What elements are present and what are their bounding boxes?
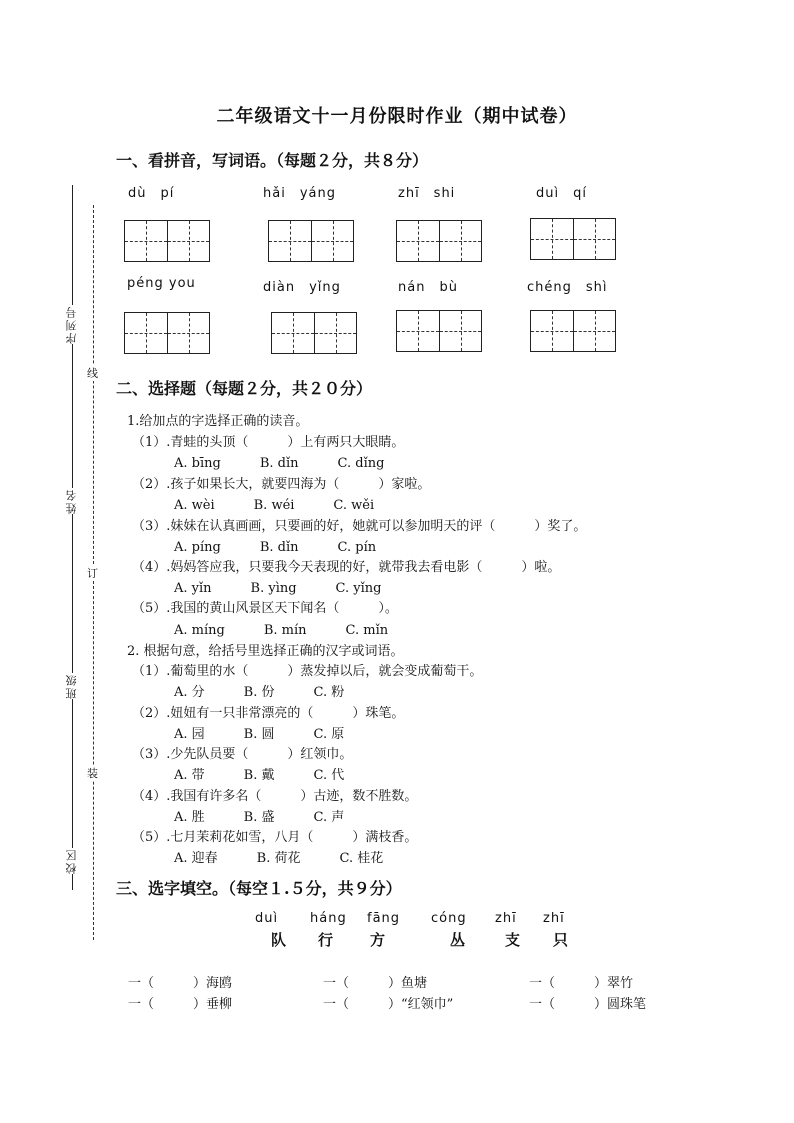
writing-box[interactable] [268,220,354,262]
options: A. bīng B. dǐn C. dǐng [174,456,385,471]
fill-blank: 一（ ）“红领巾” [323,997,454,1012]
field-serial: 序列号 [65,305,78,344]
pinyin-haiyang: hǎi yáng [263,186,336,201]
pinyin-nanbu: nán bù [398,280,458,295]
section2-heading: 二、选择题（每题２分，共２０分） [116,379,373,398]
field-name: 姓名 [65,488,78,514]
options: A. 胜 B. 盛 C. 声 [174,810,345,825]
writing-box[interactable] [271,312,357,354]
binding-mark-line: 线 [87,367,98,380]
options: A. míng B. mín C. mǐn [174,623,389,638]
question: （2）.妞妞有一只非常漂亮的（ ）珠笔。 [132,706,405,721]
char-hang: 行 [318,931,334,949]
fill-blank: 一（ ）圆珠笔 [529,997,647,1012]
pinyin-dianying: diàn yǐng [263,280,341,295]
question: （3）.妹妹在认真画画，只要画的好，她就可以参加明天的评（ ）奖了。 [132,519,587,534]
pinyin-zhi2: zhī [543,911,565,926]
pinyin-dupi: dù pí [128,186,175,201]
char-dui: 队 [271,931,287,949]
char-fang: 方 [370,931,386,949]
writing-box[interactable] [124,312,210,354]
page-title: 二年级语文十一月份限时作业（期中试卷） [216,106,578,127]
options: A. 园 B. 圆 C. 原 [174,727,345,742]
q2-stem: 2. 根据句意，给括号里选择正确的汉字或词语。 [127,644,404,659]
options: A. yǐn B. yìng C. yǐng [174,581,382,596]
question: （2）.孩子如果长大，就要四海为（ ）家啦。 [132,477,431,492]
fill-blank: 一（ ）翠竹 [529,976,634,991]
options: A. 带 B. 戴 C. 代 [174,768,345,783]
options: A. 迎春 B. 荷花 C. 桂花 [174,851,384,866]
writing-box[interactable] [124,220,210,262]
section1-heading: 一、看拼音，写词语。（每题２分，共８分） [116,151,429,170]
pinyin-pengyou: péng you [127,276,196,291]
pinyin-zhi1: zhī [495,911,517,926]
writing-box[interactable] [530,310,616,352]
fill-blank: 一（ ）海鸥 [128,976,233,991]
fill-blank: 一（ ）鱼塘 [323,976,428,991]
section3-heading: 三、选字填空。（每空１.５分，共９分） [116,879,402,898]
fill-blank: 一（ ）垂柳 [128,997,233,1012]
question: （5）.我国的黄山风景区天下闻名（ ）。 [132,601,398,616]
question: （3）.少先队员要（ ）红领巾。 [132,747,353,762]
char-zhi-branch: 支 [505,931,521,949]
question: （4）.妈妈答应我，只要我今天表现的好，就带我去看电影（ ）啦。 [132,560,561,575]
writing-box[interactable] [530,218,616,260]
pinyin-hang: háng [310,911,347,926]
pinyin-cong: cóng [431,911,467,926]
writing-box[interactable] [396,220,482,262]
options: A. wèi B. wéi C. wěi [174,498,375,513]
margin-solid-line [72,185,73,890]
question: （1）.青蛙的头顶（ ）上有两只大眼睛。 [132,435,405,450]
pinyin-dui: duì [255,911,279,926]
field-campus: 校区 [65,848,78,874]
binding-mark-zhuang: 装 [87,767,98,780]
question: （1）.葡萄里的水（ ）蒸发掉以后，就会变成葡萄干。 [132,664,483,679]
pinyin-fang: fāng [367,911,401,926]
question: （5）.七月茉莉花如雪，八月（ ）满枝香。 [132,830,418,845]
char-zhi-only: 只 [553,931,569,949]
field-class: 班级 [65,673,78,699]
writing-box[interactable] [396,310,482,352]
char-cong: 丛 [450,931,466,949]
binding-mark-ding: 订 [87,567,98,580]
pinyin-chengshi: chéng shì [527,280,608,295]
question: （4）.我国有许多名（ ）古迹，数不胜数。 [132,789,418,804]
q1-stem: 1.给加点的字选择正确的读音。 [127,414,309,429]
options: A. píng B. dǐn C. pín [174,540,377,555]
options: A. 分 B. 份 C. 粉 [174,685,345,700]
pinyin-zhishi: zhī shi [398,186,456,201]
pinyin-duiqi: duì qí [536,186,587,201]
